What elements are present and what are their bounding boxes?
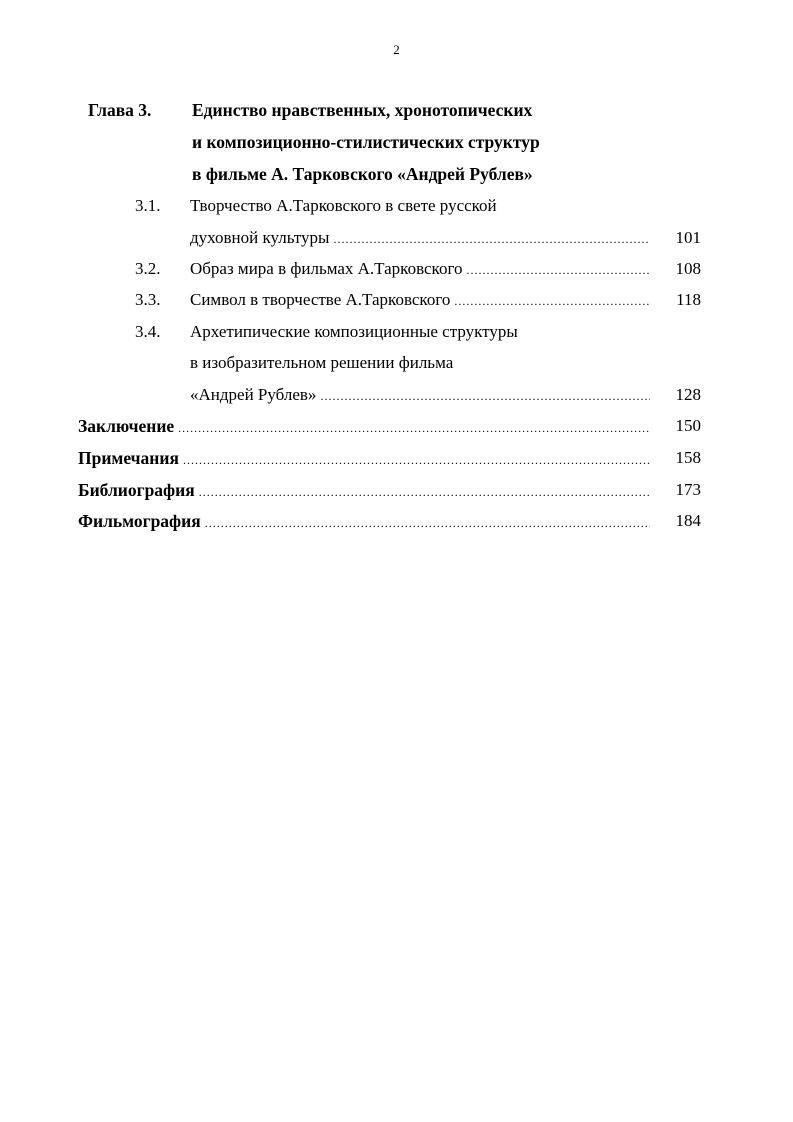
page-number: 2 [393,42,400,57]
section-title-line: в изобразительном решении фильма [190,353,454,372]
section-title-last-line: духовной культуры [190,228,330,247]
chapter-title-line-2: и композиционно-стилистических структур [192,132,540,152]
section-number: 3.1. [135,196,161,215]
dot-leader [205,516,650,531]
dot-leader [320,389,650,404]
entry-title: Фильмография [78,511,201,531]
chapter-label: Глава 3. [88,100,152,120]
section-page: 128 [675,385,701,404]
toc-entry-3-3[interactable] [190,290,653,310]
entry-title: Библиография [78,480,195,500]
section-number: 3.4. [135,322,161,341]
section-page: 101 [675,228,701,247]
toc-entry-3-2[interactable] [190,259,653,279]
entry-page: 150 [675,416,701,435]
dot-leader [199,485,650,500]
section-page: 118 [676,290,701,309]
section-title-last-line: Символ в творчестве А.Тарковского [190,290,451,309]
toc-entry-3-1[interactable] [190,228,653,248]
toc-entry-conclusion[interactable] [78,416,653,437]
toc-entry-3-4[interactable] [190,385,653,405]
toc-entry-bibliography[interactable] [78,480,653,501]
section-title-last-line: Образ мира в фильмах А.Тарковского [190,259,463,278]
section-number: 3.3. [135,290,161,309]
entry-page: 173 [675,480,701,499]
section-title-line: Архетипические композиционные структуры [190,322,518,341]
entry-page: 158 [675,448,701,467]
section-page: 108 [675,259,701,278]
dot-leader [183,453,650,468]
chapter-title-line-1: Единство нравственных, хронотопических [192,100,533,120]
dot-leader [467,263,651,278]
chapter-title-line-3: в фильме А. Тарковского «Андрей Рублев» [192,164,533,184]
toc-entry-filmography[interactable] [78,511,653,532]
section-number: 3.2. [135,259,161,278]
section-title-line: Творчество А.Тарковского в свете русской [190,196,497,215]
section-title-last-line: «Андрей Рублев» [190,385,317,404]
entry-title: Примечания [78,448,179,468]
dot-leader [333,232,650,247]
entry-page: 184 [675,511,701,530]
toc-entry-notes[interactable] [78,448,653,469]
dot-leader [178,421,650,436]
dot-leader [454,294,650,309]
entry-title: Заключение [78,416,175,436]
